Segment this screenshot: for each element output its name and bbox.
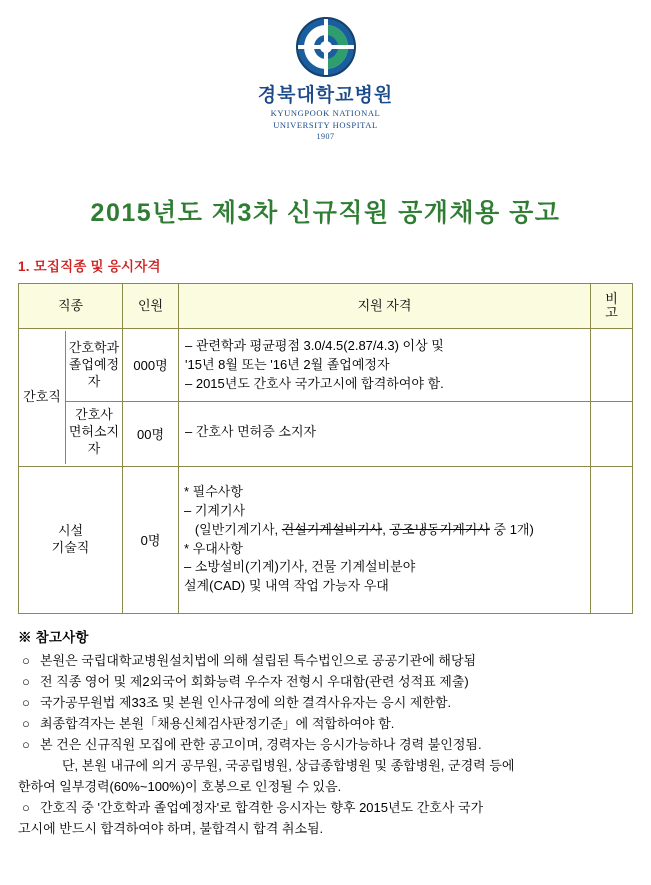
hospital-logo	[18, 0, 633, 141]
note-text: 본원은 국립대학교병원설치법에 의해 설립된 특수법인으로 공공기관에 해당됨	[40, 652, 477, 668]
note-text: 전 직종 영어 및 제2외국어 회화능력 우수자 전형시 우대함(관련 성적표 제출)	[40, 673, 469, 689]
qual-line: * 우대사항	[184, 540, 243, 556]
qual-license-suffix: 중 1개)	[489, 521, 534, 537]
note-text: 본 건은 신규직원 모집에 관한 공고이며, 경력자는 응시가능하나 경력 불인정됨.	[40, 736, 482, 752]
list-item	[18, 734, 633, 755]
logo-korean-name: 경북대학교병원	[257, 85, 394, 106]
qual-line: – 관련학과 평균평점 3.0/4.5(2.87/4.3) 이상 및	[185, 338, 444, 354]
qual-license-strike-2: 공조냉동기계기사	[389, 521, 490, 537]
list-item	[18, 650, 633, 671]
qual-license-strike-1: 건설기계설비기사	[281, 521, 383, 537]
note-nursing-graduate	[591, 329, 632, 402]
qual-line-licenses	[184, 521, 585, 540]
table-header	[19, 283, 633, 328]
hospital-emblem-icon	[295, 16, 357, 78]
qualification-nursing-graduate	[179, 331, 590, 402]
count-facility: 0명	[123, 466, 179, 613]
table-header-row	[19, 283, 633, 328]
job-subtype-nursing-licensed	[66, 401, 123, 464]
table-header-note-char1: 비	[605, 290, 618, 306]
note-text: 최종합격자는 본원「채용신체검사판정기준」에 적합하여야 함.	[40, 715, 395, 731]
job-subtype-line2: 졸업예정자	[68, 357, 120, 389]
qual-line: '15년 8월 또는 '16년 2월 졸업예정자	[185, 357, 390, 373]
table-header-note-char2: 고	[605, 304, 618, 320]
job-group-label-line1: 시설	[57, 523, 84, 539]
job-subtype-nursing-graduate	[66, 331, 123, 402]
note-nursing-licensed	[591, 401, 632, 466]
list-item-continuation	[18, 755, 633, 776]
page-title: 2015년도 제3차 신규직원 공개채용 공고	[90, 198, 561, 227]
qual-line: – 2015년도 간호사 국가고시에 합격하여야 함.	[185, 375, 444, 391]
cell-count-group-nursing	[123, 328, 179, 466]
notes-heading: ※ 참고사항	[18, 629, 89, 645]
bullet-icon: ○	[22, 799, 30, 815]
qual-line: * 필수사항	[184, 484, 243, 499]
bullet-icon: ○	[22, 736, 30, 752]
table-header-note	[591, 283, 633, 328]
table-row	[19, 328, 633, 466]
note-text: 간호직 중 '간호학과 졸업예정자'로 합격한 응시자는 향후 2015년도 간호사 국가	[40, 799, 484, 815]
bullet-icon: ○	[22, 715, 30, 731]
job-group-label-nursing: 간호직	[19, 331, 66, 464]
qual-line: – 소방설비(기계)기사, 건물 기계설비분야	[184, 559, 416, 575]
logo-year: 1907	[316, 131, 335, 141]
count-nursing-graduate: 000명	[123, 329, 178, 402]
qual-license-prefix: (일반기계기사,	[184, 521, 282, 537]
bullet-icon: ○	[22, 673, 30, 689]
list-item	[18, 713, 633, 734]
notes-list	[18, 650, 633, 839]
count-nursing-licensed: 00명	[136, 427, 165, 443]
list-item-continuation	[18, 818, 633, 839]
list-item	[18, 671, 633, 692]
cell-job-facility	[19, 466, 123, 613]
note-text: 국가공무원법 제33조 및 본원 인사규정에 의한 결격사유자는 응시 제한함.	[40, 694, 452, 710]
logo-english-name-line1: KYUNGPOOK NATIONAL	[270, 108, 381, 118]
qualification-nursing-licensed	[179, 401, 590, 464]
qual-line: – 기계기사	[184, 502, 246, 518]
qual-line: 설계(CAD) 및 내역 작업 가능자 우대	[184, 578, 389, 594]
logo-english-name-line2: UNIVERSITY HOSPITAL	[273, 119, 378, 130]
bullet-icon: ○	[22, 652, 30, 668]
table-header-count: 인원	[123, 283, 179, 328]
note-text: 단, 본원 내규에 의거 공무원, 국공립병원, 상급종합병원 및 종합병원, 군경력 등에	[62, 757, 515, 773]
job-subtype-line2: 면허소지자	[68, 424, 120, 456]
list-item	[18, 692, 633, 713]
qual-line: – 간호사 면허증 소지자	[185, 424, 317, 440]
job-group-label-line2: 기술직	[51, 539, 90, 555]
qualification-facility	[179, 466, 591, 613]
job-subtype-line1: 간호학과	[68, 340, 120, 356]
bullet-icon: ○	[22, 694, 30, 710]
note-facility	[591, 466, 633, 613]
job-subtype-line1: 간호사	[75, 407, 113, 423]
section-heading-recruitment: 1. 모집직종 및 응시자격	[18, 258, 161, 274]
recruitment-table	[18, 283, 633, 614]
table-header-qualification: 지원 자격	[179, 283, 591, 328]
cell-qualification-group-nursing	[179, 328, 591, 466]
table-row	[19, 466, 633, 613]
table-header-job: 직종	[19, 283, 123, 328]
note-text: 한하여 일부경력(60%~100%)이 호봉으로 인정될 수 있음.	[18, 778, 342, 794]
cell-note-group-nursing	[591, 328, 633, 466]
qual-license-sep: ,	[382, 521, 390, 537]
list-item	[18, 797, 633, 818]
list-item-continuation	[18, 776, 633, 797]
note-text: 고시에 반드시 합격하여야 하며, 불합격시 합격 취소됨.	[18, 820, 324, 836]
cell-job-nursing	[19, 328, 123, 466]
